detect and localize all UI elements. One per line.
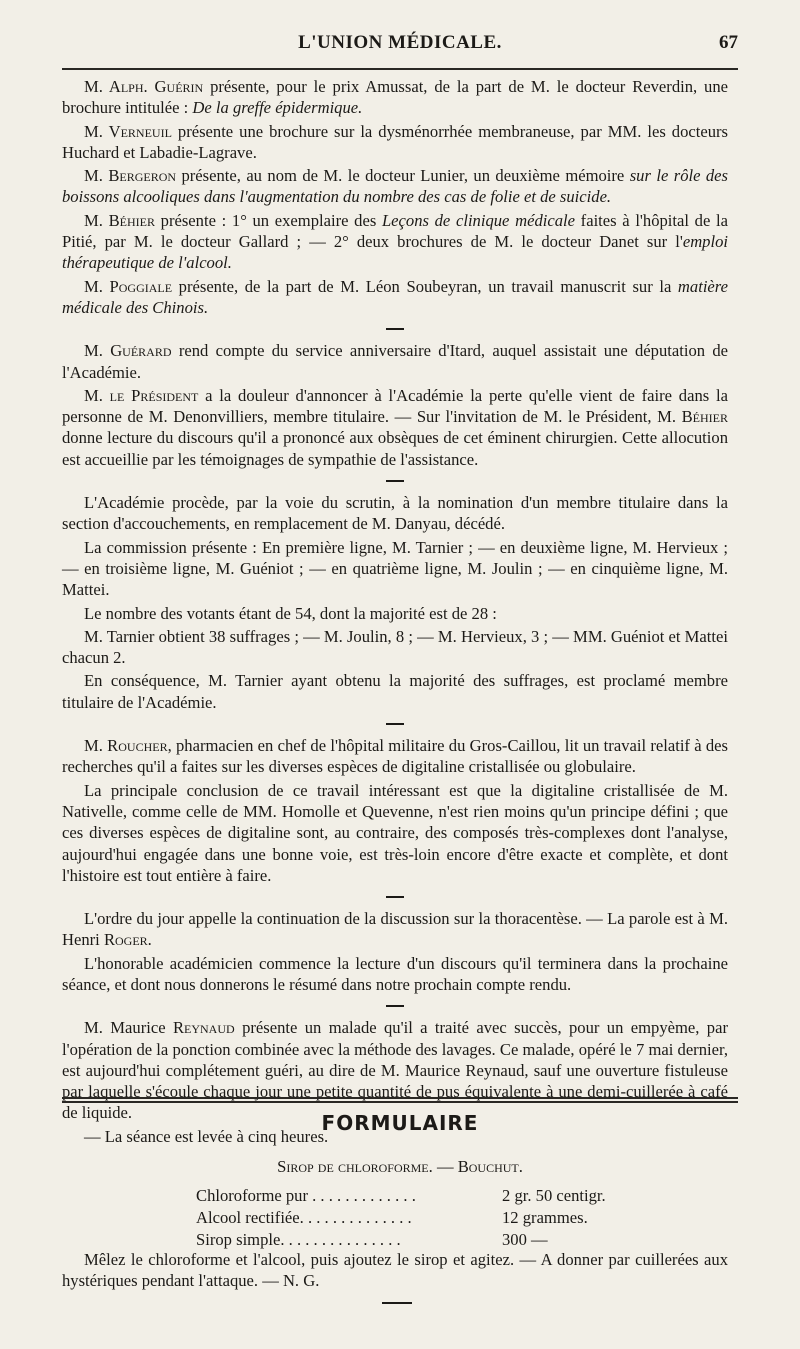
paragraph-bergeron [62, 165, 728, 208]
ingredient-row [196, 1185, 656, 1207]
ingredient-name: Alcool rectifiée. . . . . . . . . . . . . . [196, 1208, 412, 1227]
paragraph-discours: L'honorable académicien commence la lecture d'un discours qu'il terminera dans la prochaine séance, et dont nous donnerons le résumé dans notre prochain compte rendu. [62, 953, 728, 994]
ingredient-row [196, 1207, 656, 1229]
recipe-instructions [62, 1249, 728, 1292]
paragraph-verneuil [62, 121, 728, 164]
section-separator [386, 896, 404, 898]
paragraph-reynaud [62, 1017, 728, 1123]
journal-title: L'UNION MÉDICALE. [298, 32, 502, 53]
paragraph-guerin [62, 76, 728, 119]
speaker-name: Roger. [103, 930, 152, 950]
page-number: 67 [719, 32, 738, 53]
ingredient-name: Sirop simple. . . . . . . . . . . . . . . [196, 1230, 401, 1249]
instructions-text: Mêlez le chloroforme et l'alcool, puis ajoutez le sirop et agitez. — A donner par cuillerées aux hystériques pendant l'attaque. — N. G. [62, 1250, 728, 1291]
section-separator [386, 1005, 404, 1007]
formulaire-heading: FORMULAIRE [321, 1111, 479, 1135]
paragraph-behier [62, 210, 728, 274]
paragraph-text: , pharmacien en chef de l'hôpital militaire du Gros-Caillou, lit un travail relatif à des recherches qu'il a faites sur les diverses espèces de digitaline cristallisée ou globulaire. [62, 736, 728, 777]
section-double-rule [62, 1097, 738, 1103]
paragraph-president [62, 385, 728, 470]
paragraph-seance-levee: — La séance est levée à cinq heures. [84, 1126, 329, 1146]
ingredient-name: Chloroforme pur . . . . . . . . . . . . . [196, 1186, 416, 1205]
paragraph-text: présente, pour le prix Amussat, de la part de M. le docteur Reverdin, une brochure intitulée : [62, 77, 729, 118]
speaker-name: M. Guérard [84, 341, 172, 361]
ingredient-quantity: 12 grammes. [502, 1208, 588, 1227]
title-italic: De la greffe épidermique. [192, 98, 363, 118]
paragraph-scrutin: L'Académie procède, par la voie du scrutin, à la nomination d'un membre titulaire dans la section d'accouchements, en remplacement de M. Danyau, décédé. [62, 493, 728, 534]
paragraph-proclamation: En conséquence, M. Tarnier ayant obtenu la majorité des suffrages, est proclamé membre titulaire de l'Académie. [62, 671, 728, 712]
paragraph-text: rend compte du service anniversaire d'Itard, auquel assistait une députation de l'Académie. [62, 341, 728, 382]
paragraph-text: donne lecture du discours qu'il a prononcé aux obsèques de cet éminent chirurgien. Cette allocution est accueillie par les témoignages de sympathie de l'assistance. [62, 428, 728, 469]
speaker-name: M. Bergeron [84, 166, 177, 186]
section-separator [386, 723, 404, 725]
paragraph-ordre-du-jour [62, 908, 728, 951]
paragraph-text: a la douleur d'annoncer à l'Académie la perte qu'elle vient de faire dans la personne de M. Denonvilliers, membre titulaire. — Sur l'invitation de M. le Président, [62, 385, 728, 427]
paragraph-text: présente, au nom de M. le docteur Lunier, un deuxième mémoire [176, 166, 630, 186]
speaker-name: M. Poggiale [84, 276, 173, 296]
ingredient-quantity: 300 — [502, 1230, 548, 1249]
speaker-name: M. Alph. Guérin [84, 77, 204, 96]
end-separator [382, 1302, 412, 1304]
paragraph-text: L'ordre du jour appelle la continuation de la discussion sur la thoracentèse. — La parole est à M. Henri [62, 909, 728, 950]
ingredient-quantity: 2 gr. 50 centigr. [502, 1186, 606, 1205]
paragraph-guerard [62, 340, 728, 383]
paragraph-text: faites à l'hôpital de la Pitié, par M. le docteur Gallard ; — 2° deux brochures de M. le docteur Danet sur l' [62, 210, 728, 252]
paragraph-text: présente une brochure sur la dysménorrhée membraneuse, par MM. les docteurs Huchard et Labadie-Lagrave. [62, 121, 729, 162]
title-italic: matière médicale des Chinois. [62, 276, 728, 317]
speaker-name: Reynaud [172, 1018, 235, 1038]
speaker-name: M. le Président [84, 385, 199, 405]
recipe-separator: . — [428, 1157, 458, 1176]
article-body [62, 76, 728, 1147]
paragraph-text: présente : 1° un exemplaire des [154, 210, 382, 230]
ingredient-row [196, 1229, 656, 1251]
title-italic: Leçons de clinique médicale [381, 210, 575, 230]
speaker-name: M. Verneuil [84, 121, 172, 141]
paragraph-votants: Le nombre des votants étant de 54, dont la majorité est de 28 : [84, 603, 497, 623]
paragraph-text: présente, de la part de M. Léon Soubeyran, un travail manuscrit sur la [172, 276, 678, 296]
speaker-name: M. Béhier [84, 210, 155, 230]
paragraph-roucher [62, 735, 728, 778]
title-italic: sur le rôle des boissons alcooliques dans l'augmentation du nombre des cas de folie et de suicide. [62, 166, 728, 207]
recipe-ingredients [196, 1185, 656, 1251]
paragraph-suffrages: M. Tarnier obtient 38 suffrages ; — M. Joulin, 8 ; — M. Hervieux, 3 ; — MM. Guéniot et Mattei chacun 2. [62, 626, 728, 668]
paragraph-commission: La commission présente : En première ligne, M. Tarnier ; — en deuxième ligne, M. Hervieux ; — en troisième ligne, M. Guéniot ; — en quatrième ligne, M. Joulin ; — en cinquième ligne, M. Mattei. [62, 537, 728, 600]
speaker-name: M. Roucher [84, 736, 168, 756]
running-header [62, 32, 738, 56]
recipe-author: Bouchut. [457, 1157, 523, 1176]
recipe-title [62, 1157, 738, 1177]
paragraph-text: M. Maurice [84, 1018, 173, 1038]
paragraph-text: présente un malade qu'il a traité avec succès, pour un empyème, par l'opération de la ponction combinée avec la méthode des lavages. Ce malade, opéré le 7 mai dernier, est aujourd'hui complétement guéri, au dire de M. Maurice Reynaud, sauf une ouverture fistuleuse par laquelle s'écoule chaque jour une petite quantité de pus équivalente à une demi-cuillerée à café de liquide. [62, 1018, 728, 1123]
section-separator [386, 328, 404, 330]
section-separator [386, 480, 404, 482]
paragraph-digitaline: La principale conclusion de ce travail intéressant est que la digitaline cristallisée de M. Nativelle, comme celle de MM. Homolle et Quevenne, n'est rien moins qu'un principe défini ; que ces diverses espèces de digitaline sont, au contraire, des composés très-complexes dont l'analyse, aujourd'hui engagée dans une bonne voie, est très-loin encore d'être exacte et complète, et dont l'histoire est tout entière à faire. [62, 780, 728, 885]
recipe-name: Sirop de chloroforme [277, 1157, 429, 1176]
paragraph-poggiale [62, 276, 728, 319]
title-italic: emploi thérapeutique de l'alcool. [62, 232, 728, 273]
header-rule [62, 68, 738, 70]
speaker-name: M. Béhier [657, 407, 728, 427]
